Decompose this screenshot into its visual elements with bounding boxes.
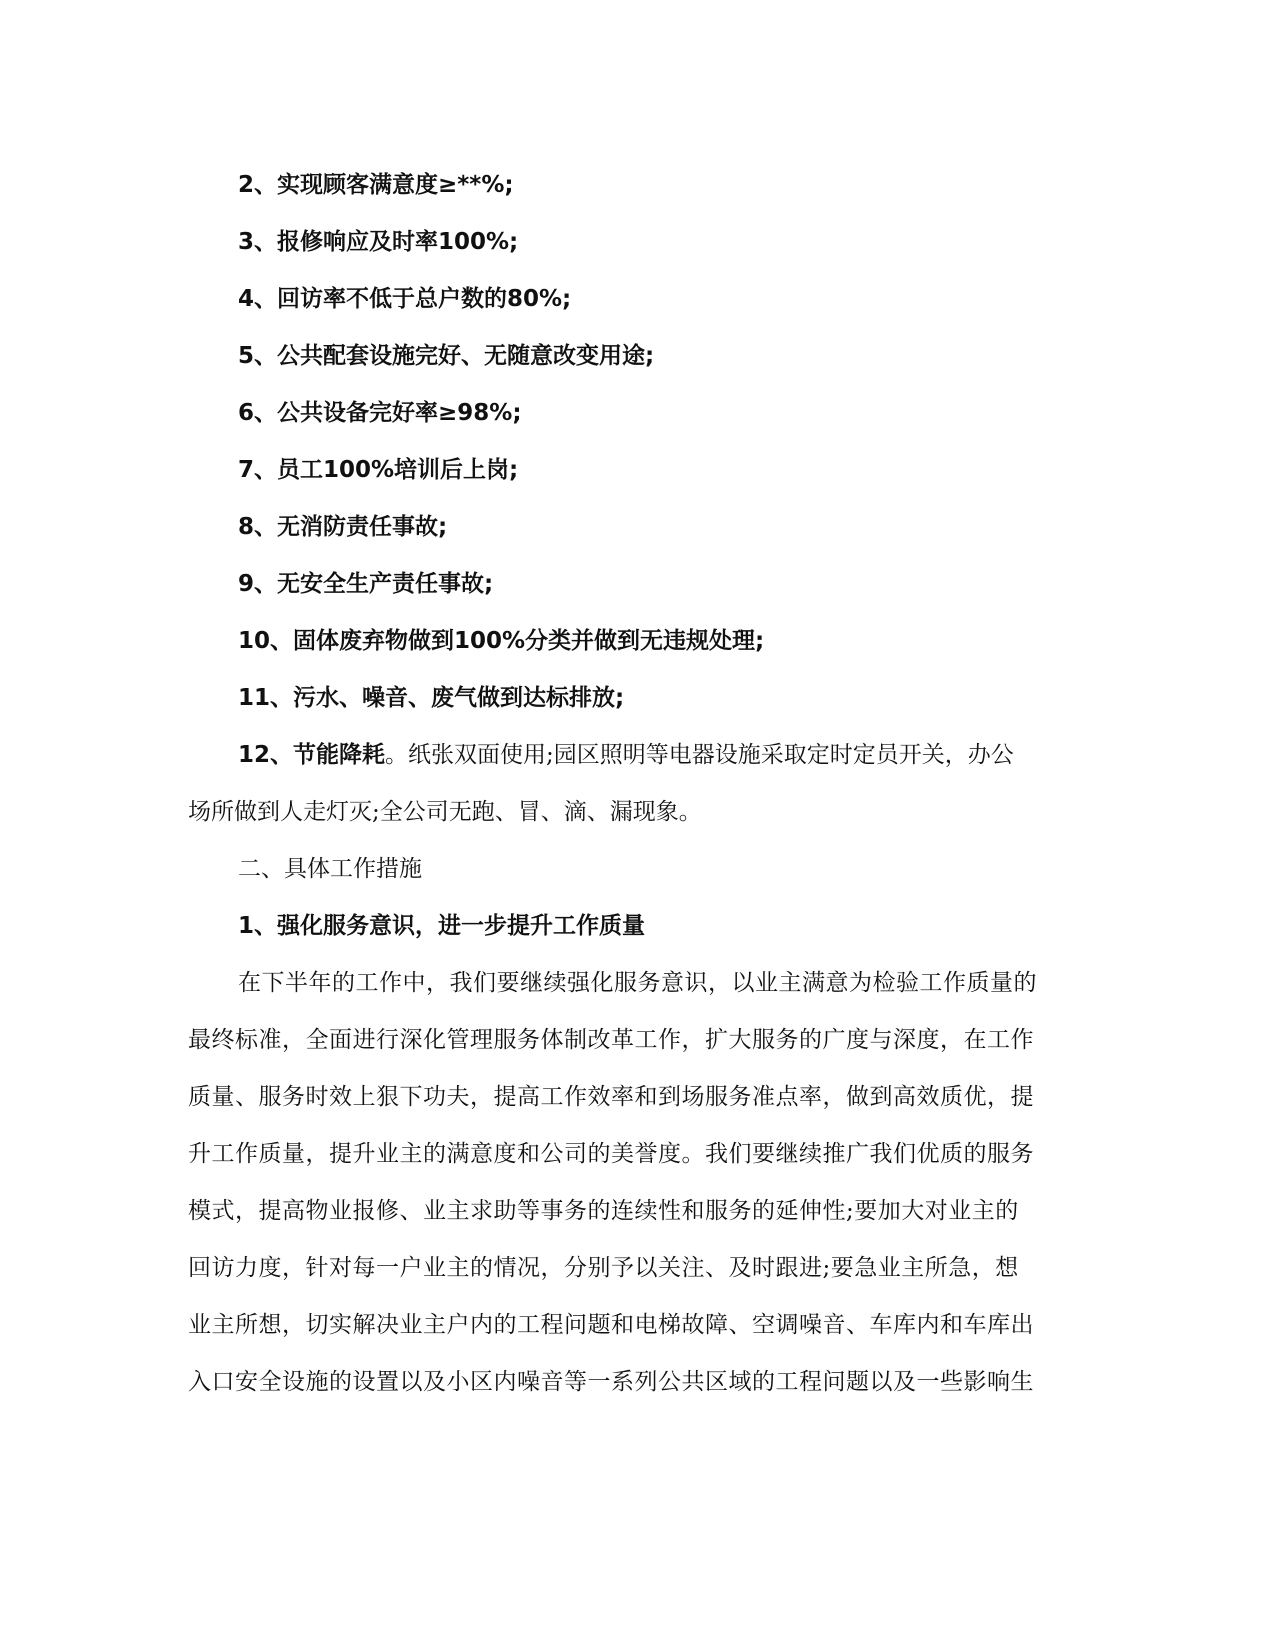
target-item-5: 5、公共配套设施完好、无随意改变用途; [238, 343, 655, 369]
paragraph-line-3: 质量、服务时效上狠下功夫，提高工作效率和到场服务准点率，做到高效质优，提 [188, 1084, 1034, 1110]
section-heading: 二、具体工作措施 [238, 856, 422, 882]
target-item-4: 4、回访率不低于总户数的80%; [238, 286, 572, 312]
target-item-12-line2: 场所做到人走灯灭;全公司无跑、冒、滴、漏现象。 [188, 799, 702, 825]
paragraph-line-7: 业主所想，切实解决业主户内的工程问题和电梯故障、空调噪音、车库内和车库出 [188, 1312, 1034, 1338]
target-item-8: 8、无消防责任事故; [238, 514, 448, 540]
target-item-6: 6、公共设备完好率≥98%; [238, 400, 522, 426]
target-item-7: 7、员工100%培训后上岗; [238, 457, 519, 483]
target-item-9: 9、无安全生产责任事故; [238, 571, 494, 597]
target-item-12-line1 [238, 740, 1088, 770]
target-item-10: 10、固体废弃物做到100%分类并做到无违规处理; [238, 628, 765, 654]
target-item-12-label: 12、节能降耗 [238, 742, 386, 768]
paragraph-line-8: 入口安全设施的设置以及小区内噪音等一系列公共区域的工程问题以及一些影响生 [188, 1369, 1034, 1395]
paragraph-line-1: 在下半年的工作中，我们要继续强化服务意识，以业主满意为检验工作质量的 [238, 970, 1037, 996]
paragraph-line-2: 最终标准，全面进行深化管理服务体制改革工作，扩大服务的广度与深度，在工作 [188, 1027, 1034, 1053]
target-item-2: 2、实现顾客满意度≥**%; [238, 172, 514, 198]
paragraph-line-4: 升工作质量，提升业主的满意度和公司的美誉度。我们要继续推广我们优质的服务 [188, 1141, 1034, 1167]
subheading: 1、强化服务意识，进一步提升工作质量 [238, 913, 646, 939]
target-item-11: 11、污水、噪音、废气做到达标排放; [238, 685, 625, 711]
target-item-3: 3、报修响应及时率100%; [238, 229, 519, 255]
paragraph-line-5: 模式，提高物业报修、业主求助等事务的连续性和服务的延伸性;要加大对业主的 [188, 1198, 1019, 1224]
paragraph-line-6: 回访力度，针对每一户业主的情况，分别予以关注、及时跟进;要急业主所急，想 [188, 1255, 1019, 1281]
target-item-12-text: 。纸张双面使用;园区照明等电器设施采取定时定员开关，办公 [385, 742, 1014, 768]
